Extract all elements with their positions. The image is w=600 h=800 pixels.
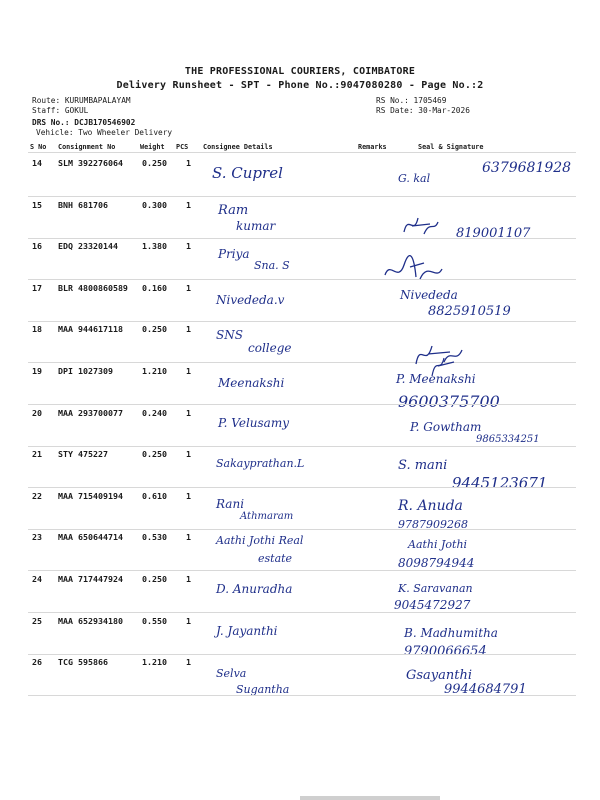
runsheet-subtitle: Delivery Runsheet - SPT - Phone No.:9047080280 - Page No.:2: [116, 80, 484, 91]
row-divider: [28, 446, 576, 447]
row-pcs: 1: [186, 324, 191, 334]
consignee-handwriting: kumar: [236, 219, 276, 233]
col-header-pcs: PCS: [176, 143, 189, 151]
signature-handwriting: Gsayanthi: [406, 668, 473, 683]
signature-handwriting: 9790066654: [404, 644, 487, 659]
row-divider: [28, 404, 576, 405]
row-pcs: 1: [186, 200, 191, 210]
row-sno: 17: [32, 283, 42, 293]
signature-handwriting: P. Gowtham: [410, 420, 482, 434]
row-pcs: 1: [186, 449, 191, 459]
row-consignment-no: EDQ 23320144: [58, 241, 118, 251]
signature-handwriting: 8098794944: [398, 556, 475, 570]
row-weight: 0.250: [142, 324, 167, 334]
footer-mark: [300, 796, 440, 800]
row-divider: [28, 529, 576, 530]
row-consignment-no: MAA 715409194: [58, 491, 123, 501]
rs-date: RS Date: 30-Mar-2026: [376, 106, 470, 115]
signature-handwriting: 9445123671: [452, 474, 548, 492]
signature-handwriting: 6379681928: [482, 160, 572, 176]
signature-handwriting: 819001107: [456, 226, 531, 241]
row-pcs: 1: [186, 491, 191, 501]
vehicle-label: Vehicle: Two Wheeler Delivery: [36, 128, 173, 137]
row-sno: 24: [32, 574, 42, 584]
signature-handwriting: Aathi Jothi: [408, 538, 468, 551]
row-pcs: 1: [186, 657, 191, 667]
row-sno: 14: [32, 158, 42, 168]
scribble-signature-19: [428, 352, 458, 380]
row-divider: [28, 570, 576, 571]
row-sno: 21: [32, 449, 42, 459]
consignee-handwriting: Sna. S: [254, 259, 290, 272]
row-weight: 0.250: [142, 574, 167, 584]
row-weight: 0.610: [142, 491, 167, 501]
row-consignment-no: MAA 293700077: [58, 408, 123, 418]
staff-label: Staff: GOKUL: [32, 106, 89, 115]
consignee-handwriting: Aathi Jothi Real: [216, 534, 304, 547]
col-header-consignment: Consignment No: [58, 143, 116, 151]
col-header-remarks: Remarks: [358, 143, 387, 151]
row-divider: [28, 238, 576, 239]
signature-handwriting: 8825910519: [428, 304, 511, 319]
signature-handwriting: R. Anuda: [398, 498, 463, 514]
row-consignment-no: SLM 392276064: [58, 158, 123, 168]
signature-handwriting: 9600375700: [398, 392, 500, 411]
row-sno: 25: [32, 616, 42, 626]
row-pcs: 1: [186, 574, 191, 584]
consignee-handwriting: Ram: [218, 203, 249, 218]
consignee-handwriting: college: [248, 341, 292, 355]
row-sno: 26: [32, 657, 42, 667]
row-divider: [28, 362, 576, 363]
consignee-handwriting: Selva: [216, 667, 247, 680]
consignee-handwriting: Sugantha: [236, 683, 290, 696]
row-sno: 16: [32, 241, 42, 251]
drs-number: DRS No.: DCJB170546902: [32, 118, 136, 127]
consignee-handwriting: Nivededa.v: [216, 293, 285, 307]
col-header-sno: S No: [30, 143, 47, 151]
row-sno: 22: [32, 491, 42, 501]
rs-number: RS No.: 1705469: [376, 96, 447, 105]
row-weight: 0.300: [142, 200, 167, 210]
row-divider: [28, 695, 576, 696]
consignee-handwriting: SNS: [216, 328, 243, 342]
header-divider: [28, 152, 576, 153]
signature-handwriting: K. Saravanan: [398, 582, 473, 595]
scribble-signature-15: [400, 210, 440, 240]
row-weight: 0.240: [142, 408, 167, 418]
row-consignment-no: DPI 1027309: [58, 366, 113, 376]
consignee-handwriting: J. Jayanthi: [216, 624, 278, 638]
row-sno: 15: [32, 200, 42, 210]
row-weight: 1.210: [142, 366, 167, 376]
row-weight: 0.250: [142, 158, 167, 168]
consignee-handwriting: P. Velusamy: [218, 416, 289, 430]
row-pcs: 1: [186, 241, 191, 251]
row-weight: 0.530: [142, 532, 167, 542]
col-header-consignee: Consignee Details: [203, 143, 273, 151]
row-weight: 0.250: [142, 449, 167, 459]
row-consignment-no: MAA 652934180: [58, 616, 123, 626]
consignee-handwriting: Rani: [216, 497, 245, 511]
row-divider: [28, 279, 576, 280]
signature-handwriting: P. Meenakshi: [396, 372, 476, 386]
consignee-handwriting: D. Anuradha: [216, 582, 293, 596]
row-consignment-no: BNH 681706: [58, 200, 108, 210]
row-sno: 19: [32, 366, 42, 376]
consignee-handwriting: estate: [258, 552, 293, 565]
signature-handwriting: G. kal: [398, 172, 431, 185]
row-divider: [28, 321, 576, 322]
route-label: Route: KURUMBAPALAYAM: [32, 96, 131, 105]
scribble-signature-16: [380, 255, 450, 285]
signature-handwriting: S. mani: [398, 458, 448, 473]
col-header-weight: Weight: [140, 143, 165, 151]
row-pcs: 1: [186, 408, 191, 418]
row-divider: [28, 612, 576, 613]
row-divider: [28, 654, 576, 655]
row-divider: [28, 487, 576, 488]
company-title: THE PROFESSIONAL COURIERS, COIMBATORE: [184, 66, 416, 77]
signature-handwriting: 9865334251: [476, 434, 540, 445]
row-consignment-no: MAA 944617118: [58, 324, 123, 334]
consignee-handwriting: Meenakshi: [218, 376, 285, 390]
row-consignment-no: MAA 717447924: [58, 574, 123, 584]
row-pcs: 1: [186, 283, 191, 293]
row-weight: 0.550: [142, 616, 167, 626]
row-sno: 23: [32, 532, 42, 542]
signature-handwriting: 9944684791: [444, 682, 527, 697]
row-pcs: 1: [186, 366, 191, 376]
signature-handwriting: Nivededa: [400, 288, 458, 302]
row-weight: 1.380: [142, 241, 167, 251]
signature-handwriting: 9787909268: [398, 518, 468, 531]
row-consignment-no: TCG 595866: [58, 657, 108, 667]
row-pcs: 1: [186, 532, 191, 542]
consignee-handwriting: Priya: [218, 247, 250, 261]
row-divider: [28, 196, 576, 197]
row-weight: 0.160: [142, 283, 167, 293]
row-weight: 1.210: [142, 657, 167, 667]
consignee-handwriting: Sakayprathan.L: [216, 457, 305, 470]
row-pcs: 1: [186, 616, 191, 626]
consignee-handwriting: S. Cuprel: [212, 164, 283, 182]
row-consignment-no: MAA 650644714: [58, 532, 123, 542]
row-consignment-no: STY 475227: [58, 449, 108, 459]
row-pcs: 1: [186, 158, 191, 168]
consignee-handwriting: Athmaram: [240, 511, 294, 522]
col-header-seal: Seal & Signature: [418, 143, 484, 151]
signature-handwriting: 9045472927: [394, 598, 471, 612]
signature-handwriting: B. Madhumitha: [404, 626, 498, 640]
row-sno: 18: [32, 324, 42, 334]
row-consignment-no: BLR 4800860589: [58, 283, 128, 293]
row-sno: 20: [32, 408, 42, 418]
